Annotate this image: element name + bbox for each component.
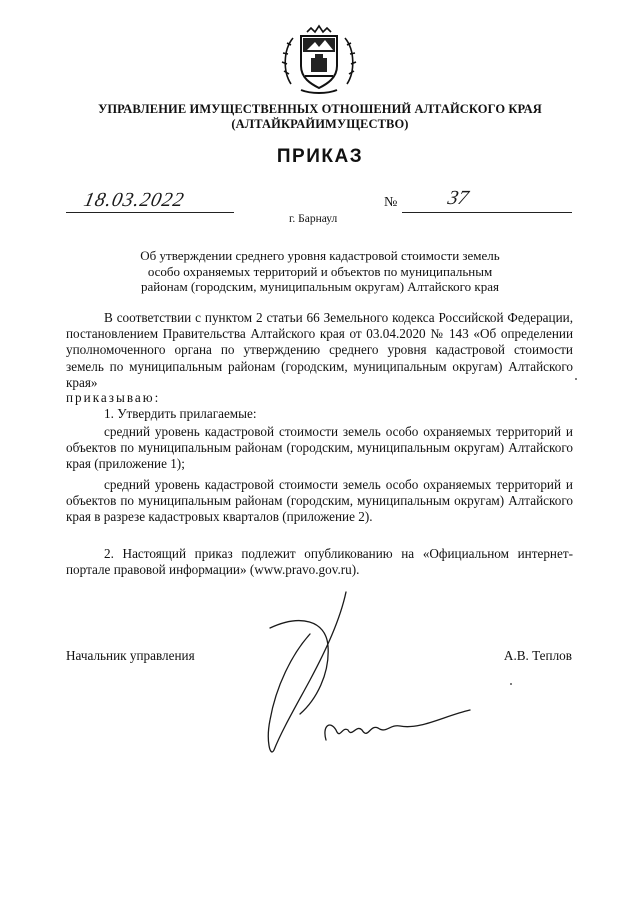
- document-title: ПРИКАЗ: [276, 146, 364, 167]
- signer-name: А.В. Теплов: [503, 648, 572, 663]
- date-underline: [66, 212, 234, 213]
- item-2-text: 2. Настоящий приказ подлежит опубликованию на «Официальном интернет-портале правовой информации» (www.pravo.gov.ru).: [66, 546, 573, 578]
- item-1a: [66, 424, 573, 473]
- preamble-text: В соответствии с пунктом 2 статьи 66 Земельного кодекса Российской Федерации, постановлением Правительства Алтайского края от 03.04.2020 № 143 «Об определении уполномоченного органа по утверждению среднего уровня кадастровой стоимости земель по муниципальным районам (городским, муниципальным округам) Алтайского края»: [66, 310, 573, 390]
- organization-name: УПРАВЛЕНИЕ ИМУЩЕСТВЕННЫХ ОТНОШЕНИЙ АЛТАЙСКОГО КРАЯ: [98, 102, 542, 116]
- item-1b-text: средний уровень кадастровой стоимости земель особо охраняемых территорий и объектов по муниципальным районам (городским, муниципальным округам) Алтайского края в разрезе кадастровых кварталов (приложение 2).: [66, 477, 573, 525]
- item-1-text: 1. Утвердить прилагаемые:: [104, 406, 257, 421]
- signer-position: Начальник управления: [66, 648, 195, 663]
- number-sign: №: [384, 195, 398, 210]
- coat-of-arms-icon: [281, 22, 357, 98]
- subject-line: районам (городским, муниципальным округам) Алтайского края: [140, 279, 499, 294]
- city-label: г. Барнаул: [289, 213, 338, 225]
- paper-speck: [510, 683, 512, 685]
- item-1b: [66, 477, 573, 526]
- document-number: 37: [445, 187, 471, 209]
- subject-line: Об утверждении среднего уровня кадастровой стоимости земель: [140, 248, 500, 263]
- subject-line: особо охраняемых территорий и объектов по муниципальным: [147, 263, 493, 279]
- document-subject: [100, 248, 540, 295]
- organization-short-name: (АЛТАЙКРАЙИМУЩЕСТВО): [231, 117, 409, 131]
- item-1: [66, 406, 573, 422]
- order-word: приказываю:: [66, 390, 161, 405]
- paper-speck: [575, 378, 577, 380]
- document-date: 18.03.2022: [81, 189, 187, 211]
- preamble-paragraph: [66, 310, 573, 391]
- number-underline: [402, 212, 572, 213]
- item-2: [66, 546, 573, 578]
- signature-image: [230, 590, 500, 760]
- item-1a-text: средний уровень кадастровой стоимости земель особо охраняемых территорий и объектов по муниципальным районам (городским, муниципальным округам) Алтайского края (приложение 1);: [66, 424, 573, 472]
